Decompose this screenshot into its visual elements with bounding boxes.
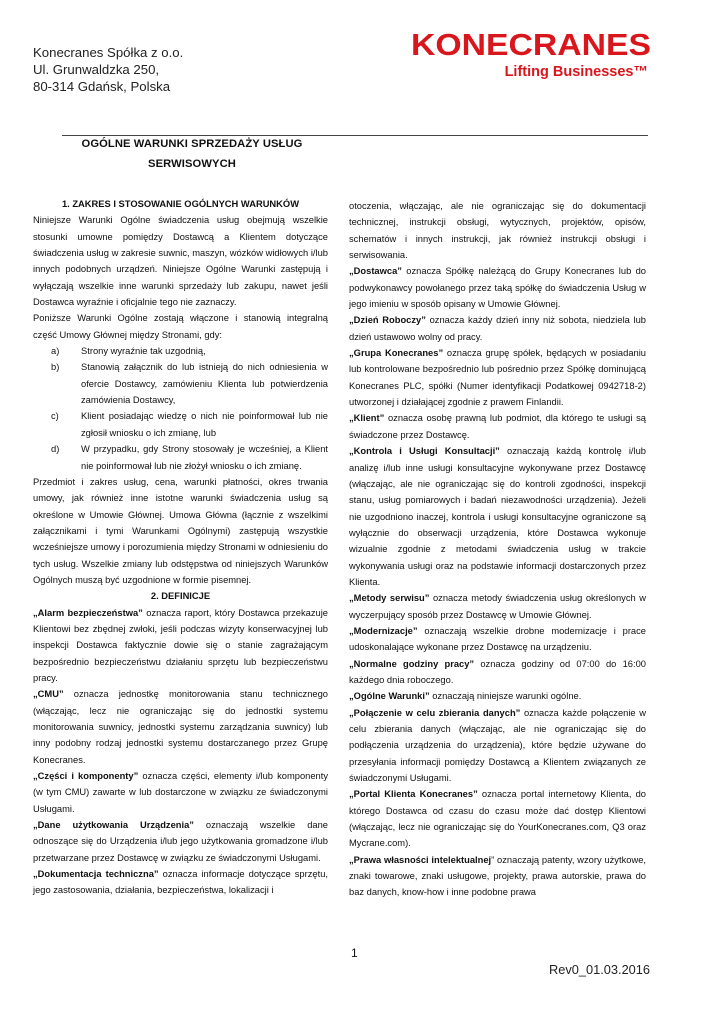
list-item [51, 408, 328, 441]
address-line-1: Konecranes Spółka z o.o. [33, 45, 184, 60]
definition [349, 623, 646, 656]
company-address [33, 44, 183, 95]
definition-text: oznacza metody świadczenia usług określonych w wyczerpujący sposób przez Dostawcę w Umowie Głównej. [349, 593, 646, 620]
definition-term: „Połączenie w celu zbierania danych” [349, 707, 521, 718]
definition [33, 605, 328, 687]
definition-term: „CMU” [33, 689, 64, 700]
definition-term: „Normalne godziny pracy” [349, 658, 475, 669]
definition-term: „Części i komponenty” [33, 771, 139, 782]
definition [349, 312, 646, 345]
document-title-line-2: SERWISOWYCH [148, 158, 236, 170]
list-item-label: d) [51, 444, 60, 455]
list-item-text: Stanowią załącznik do lub istnieją do nich odniesienia w ofercie Dostawcy, zamówieniu Klienta lub potwierdzenia zamówienia Dostawcy, [81, 362, 328, 406]
definition-term: „Klient” [349, 413, 385, 424]
conditions-list [33, 343, 328, 474]
section-1-heading: 1. ZAKRES I STOSOWANIE OGÓLNYCH WARUNKÓW [61, 199, 300, 209]
definition [349, 852, 646, 901]
list-item-label: c) [51, 411, 59, 422]
definition-text: oznacza osobę prawną lub podmiot, dla którego te usługi są świadczone przez Dostawcę. [349, 413, 646, 440]
definition-text: oznacza portal internetowy Klienta, do którego Dostawca od czasu do czasu może dać dostęp Klientowi (włączając, lecz nie ograniczając się do YourKonecranes.com, Q3 oraz Mycrane.com). [349, 789, 646, 849]
definition-text: oznacza informacje dotyczące sprzętu, jego zastosowania, działania, bezpieczeństwa, lokalizacji i [33, 869, 328, 896]
list-item-label: b) [51, 362, 60, 373]
definition-term: „Kontrola i Usługi Konsultacji” [349, 446, 500, 457]
scope-paragraph-1: Niniejsze Warunki Ogólne świadczenia usług obejmują wszelkie stosunki umowne pomiędzy Dostawcą a Klientem dotyczące świadczenia usług w zakresie suwnic, maszyn, wózków widłowych i/lub innych podobnych urządzeń. Niniejsze Ogólne Warunki zastępują i wyłączają wszelkie inne warunki sprzedaży lub zakupu, nawet jeśli Dostawca wyraźnie i oficjalnie tego nie zaznaczy. [33, 215, 328, 308]
definition-text: oznacza każde połączenie w celu zbierania danych (włączając, ale nie ograniczając się do podłączenia urządzenia do urządzenia), które będzie używane do przesyłania informacji pomiędzy Dostawcą a Klientem związanych ze świadczonymi Usługami. [349, 707, 646, 784]
definition-text: oznaczają każdą kontrolę i/lub analizę i/lub inne usługi konsultacyjne wykonywane przez Dostawcę (włączając, ale nie ograniczając się do kontroli zgodności, inspekcji stanu, usług pomiarowych i badań niezawodności urządzenia). Jeżeli nie uzgodniono inaczej, kontrola i usługi konsultacyjne ograniczone są wyłącznie do obserwacji urządzenia, które Dostawca wykonuje wizualnie zgodnie z metodami świadczenia usług w trakcie wykonywania usługi oraz na podstawie informacji dostarczonych przez Klienta. [349, 446, 646, 587]
definition [33, 686, 328, 768]
list-item [51, 441, 328, 474]
definition [349, 786, 646, 851]
definition [33, 817, 328, 866]
list-item-text: Klient posiadając wiedzę o nich nie poinformował lub nie zgłosił wniosku o ich zmianę, lub [81, 411, 328, 438]
definition-term: „Modernizacje” [349, 625, 418, 636]
definition-text: oznacza Spółkę należącą do Grupy Konecranes lub do podwykonawcy powołanego przez taką spółkę do świadczenia Usług w jego imieniu w sposób opisany w Umowie Głównej. [349, 266, 646, 310]
list-item [51, 343, 328, 359]
definition-term: „Grupa Konecranes” [349, 348, 444, 359]
logo-wordmark: KONECRANES [411, 31, 651, 62]
definition-term: „Alarm bezpieczeństwa” [33, 607, 143, 618]
definition-text: oznacza każdy dzień inny niż sobota, niedziela lub dzień ustawowo wolny od pracy. [349, 315, 647, 342]
list-item [51, 359, 328, 408]
definition [349, 688, 646, 704]
definition [349, 590, 646, 623]
definition-term: „Ogólne Warunki” [349, 691, 430, 702]
logo-tagline: Lifting Businesses™ [504, 64, 648, 80]
definition-text: oznacza jednostkę monitorowania stanu technicznego (włączając, lecz nie ograniczając się do jednostki systemu monitorowania suwnicy, jednostki systemu zarządzania suwnicy) lub inny podobny rodzaj jednostki systemu dostarczanego przez Grupę Konecranes. [33, 689, 328, 765]
definition [349, 345, 646, 410]
list-item-text: Strony wyraźnie tak uzgodnią, [81, 346, 206, 357]
definition-term: „Dzień Roboczy” [349, 315, 426, 326]
konecranes-logo [408, 31, 654, 83]
definition [349, 656, 646, 689]
definition-text: oznacza godziny od 07:00 do 16:00 każdego dnia roboczego. [349, 658, 646, 685]
definition-text: oznacza części, elementy i/lub komponenty (w tym CMU) zawarte w lub dostarczone w związku ze świadczonymi Usługami. [33, 771, 328, 814]
definition-term: „Dostawca” [349, 266, 402, 277]
address-line-3: 80-314 Gdańsk, Polska [33, 79, 171, 94]
definition-text: oznacza grupę spółek, będących w posiadaniu lub kontrolowane bezpośrednio lub pośrednio przez Spółkę dominującą Konecranes PLC, spółki (Numer identyfikacji Podatkowej 0942718-2) utworzonej i działającej zgodnie z prawem Finlandii. [349, 348, 646, 408]
definition [349, 705, 646, 787]
definition-text: oznaczają niniejsze warunki ogólne. [429, 691, 582, 702]
scope-paragraph-2: Poniższe Warunki Ogólne zostają włączone i stanowią integralną część Umowy Głównej między Stronami, gdy: [33, 313, 328, 340]
list-item-label: a) [51, 346, 60, 357]
definition [33, 768, 328, 817]
definition-term: „Portal Klienta Konecranes” [349, 789, 478, 800]
definition-term: „Dokumentacja techniczna” [33, 869, 159, 880]
definition-term: „Metody serwisu” [349, 593, 430, 604]
left-column [33, 196, 328, 899]
definition-text: ” oznaczają patenty, wzory użytkowe, znaki towarowe, znaki usługowe, projekty, prawa autorskie, prawa do baz danych, know-how i inne podobne prawa [349, 854, 646, 898]
section-2-heading: 2. DEFINICJE [150, 591, 211, 602]
revision-label: Rev0_01.03.2016 [549, 962, 651, 977]
definition-continuation: otoczenia, włączając, ale nie ograniczając się do dokumentacji technicznej, instrukcji obsługi, wytycznych, projektów, opisów, schematów i innych instrukcji, jak również instrukcji obsługi i serwisowania. [349, 201, 646, 261]
scope-paragraph-3: Przedmiot i zakres usług, cena, warunki płatności, okres trwania umowy, jak również inne istotne warunki świadczenia usług są określone w Umowie Głównej. Umowa Główna (łącznie z wszelkimi załącznikami i tymi Warunkami Ogólnymi) zastępują wszystkie wcześniejsze umowy i porozumienia między Stronami w odniesieniu do tych usług. Wszelkie zmiany lub odstępstwa od niniejszych Warunków Ogólnych muszą być uzgodnione w formie pisemnej. [33, 476, 328, 585]
definition [349, 410, 646, 443]
definition-term: „Dane użytkowania Urządzenia” [33, 820, 194, 831]
address-line-2: Ul. Grunwaldzka 250, [33, 62, 160, 77]
list-item-text: W przypadku, gdy Strony stosowały je wcześniej, a Klient nie poinformował lub nie złożył wniosku o ich zmianę. [81, 444, 328, 471]
definition-text: oznacza raport, który Dostawca przekazuje Klientowi bez zbędnej zwłoki, jeśli podczas wizyty konserwacyjnej lub inspekcji Dostawca faktycznie dowie się o stanie zagrażającym bezpośrednio bezpieczeństwu działaniu sprzętu lub bezpieczeństwu pracy. [33, 607, 329, 683]
document-title-line-1: OGÓLNE WARUNKI SPRZEDAŻY USŁUG [81, 138, 303, 150]
header-divider [62, 135, 648, 136]
definition-text: oznaczają wszelkie dane odnoszące się do Urządzenia i/lub jego użytkowania gromadzone i/lub przetwarzane przez Dostawcę w związku ze świadczonymi Usługami. [33, 820, 328, 863]
page-number: 1 [351, 946, 358, 960]
right-column [349, 198, 646, 901]
definition-text: oznaczają wszelkie drobne modernizacje i prace udoskonalające wykonane przez Dostawcę na urządzeniu. [349, 625, 646, 653]
definition-term: „Prawa własności intelektualnej [349, 854, 492, 865]
definition [349, 443, 646, 590]
definition [33, 866, 328, 899]
definition [349, 263, 646, 312]
